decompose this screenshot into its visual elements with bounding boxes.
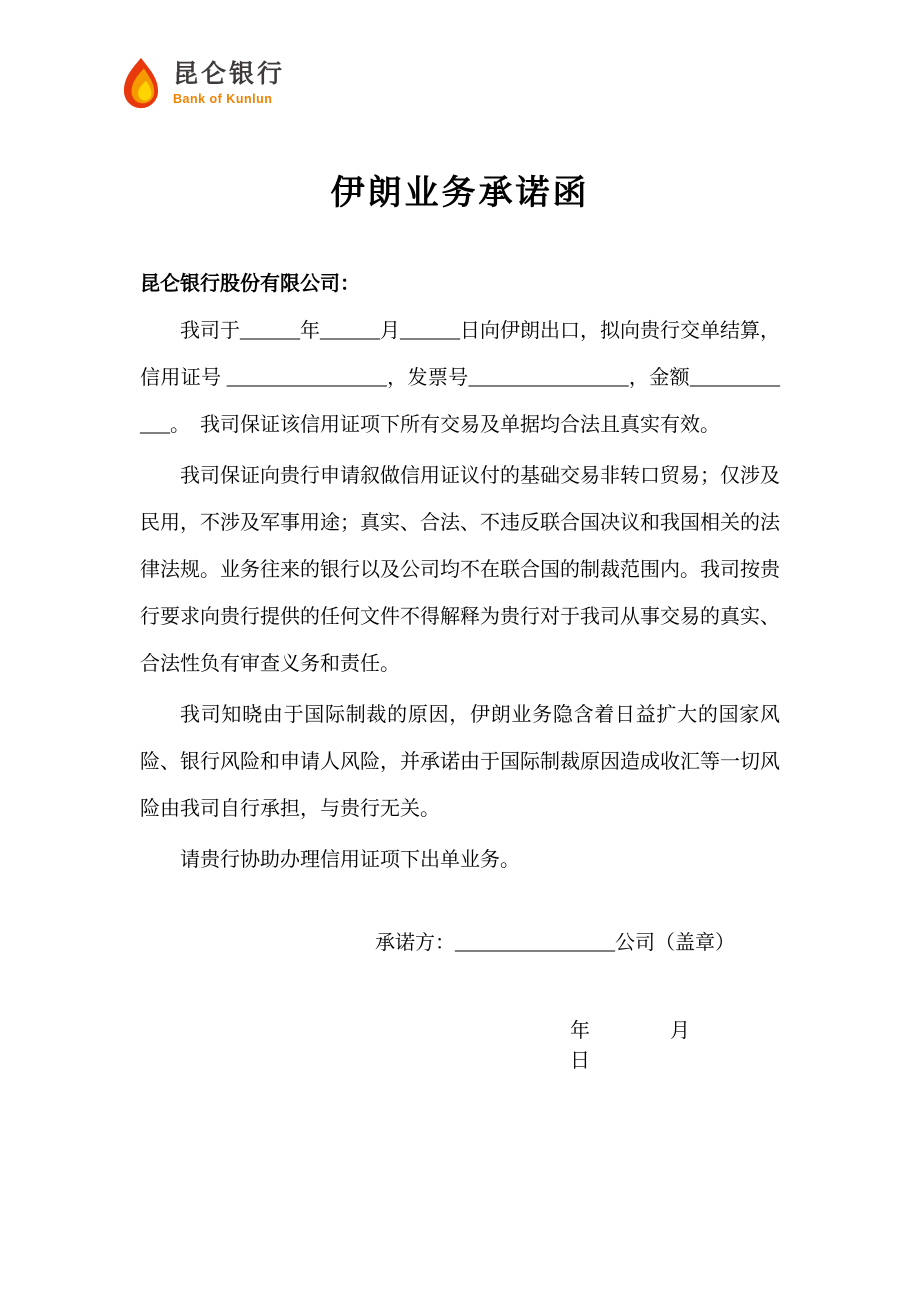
signature-blank: ________________ xyxy=(455,932,615,954)
paragraph-1: 我司于______年______月______日向伊朗出口，拟向贵行交单结算，信用证号 ________________，发票号________________，金额____________。 我司保证该信用证项下所有交易及单据均合法且真实有效。 xyxy=(140,320,780,436)
signature-label: 承诺方： xyxy=(375,932,455,954)
bank-flame-icon xyxy=(118,56,164,111)
document-body xyxy=(140,270,780,1076)
signature-suffix: 公司（盖章） xyxy=(615,932,735,954)
bank-logo xyxy=(0,0,920,111)
paragraph-2: 我司保证向贵行申请叙做信用证议付的基础交易非转口贸易；仅涉及民用，不涉及军事用途；真实、合法、不违反联合国决议和我国相关的法律法规。业务往来的银行以及公司均不在联合国的制裁范围内。我司按贵行要求向贵行提供的任何文件不得解释为贵行对于我司从事交易的真实、合法性负有审查义务和责任。 xyxy=(140,465,780,675)
date-line: 年 月 日 xyxy=(570,1020,770,1072)
bank-name-english: Bank of Kunlun xyxy=(173,91,273,106)
paragraph-3: 我司知晓由于国际制裁的原因，伊朗业务隐含着日益扩大的国家风险、银行风险和申请人风险，并承诺由于国际制裁原因造成收汇等一切风险由我司自行承担，与贵行无关。 xyxy=(140,704,780,820)
paragraph-4: 请贵行协助办理信用证项下出单业务。 xyxy=(180,849,520,871)
signature-line xyxy=(140,928,780,958)
document-title: 伊朗业务承诺函 xyxy=(330,175,590,212)
bank-logo-text xyxy=(173,61,285,106)
bank-name-chinese: 昆仑银行 xyxy=(173,60,286,89)
salutation: 昆仑银行股份有限公司： xyxy=(140,273,360,295)
